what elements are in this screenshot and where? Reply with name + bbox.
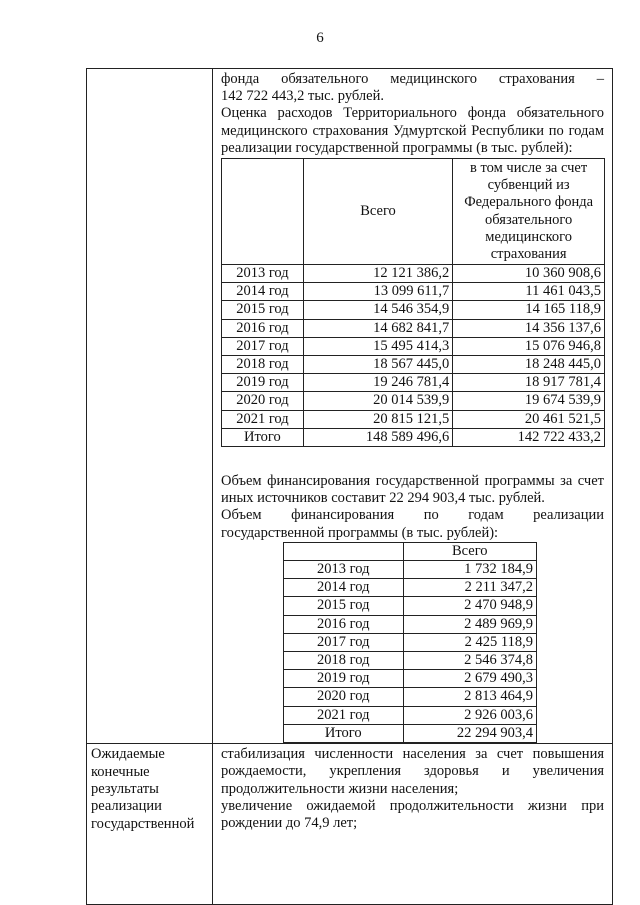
other-row bbox=[284, 652, 537, 670]
other-header-total: Всего bbox=[403, 542, 536, 560]
tfoms-cell-subvention: 14 165 118,9 bbox=[453, 301, 605, 319]
tfoms-row bbox=[222, 392, 605, 410]
results-label-line: результаты bbox=[91, 780, 159, 797]
tfoms-row bbox=[222, 265, 605, 283]
tfoms-expenses-table bbox=[221, 158, 605, 447]
other-cell-year: 2017 год bbox=[284, 633, 404, 651]
other-cell-total: 2 926 003,6 bbox=[403, 706, 536, 724]
other-row bbox=[284, 633, 537, 651]
other-cell-total: 22 294 903,4 bbox=[403, 724, 536, 742]
results-row bbox=[87, 744, 613, 905]
tfoms-row bbox=[222, 283, 605, 301]
other-cell-year: 2018 год bbox=[284, 652, 404, 670]
other-cell-year: 2019 год bbox=[284, 670, 404, 688]
tfoms-cell-year: 2014 год bbox=[222, 283, 304, 301]
tfoms-cell-total: 14 682 841,7 bbox=[303, 319, 452, 337]
tfoms-cell-total: 20 815 121,5 bbox=[303, 410, 452, 428]
other-cell-total: 2 546 374,8 bbox=[403, 652, 536, 670]
result-item-1: стабилизация численности населения за счет повышения рождаемости, укрепления здоровья и увеличения продолжительности жизни населения; bbox=[221, 746, 604, 797]
other-cell-total: 1 732 184,9 bbox=[403, 561, 536, 579]
tfoms-cell-subvention: 15 076 946,8 bbox=[453, 337, 605, 355]
tfoms-cell-year: 2016 год bbox=[222, 319, 304, 337]
other-row bbox=[284, 670, 537, 688]
other-cell-year: 2015 год bbox=[284, 597, 404, 615]
tfoms-cell-subvention: 19 674 539,9 bbox=[453, 392, 605, 410]
tfoms-row bbox=[222, 410, 605, 428]
tfoms-header-subvention: в том числе за счет субвенций из Федерального фонда обязательного медицинского страхования bbox=[453, 159, 605, 265]
tfoms-cell-subvention: 18 248 445,0 bbox=[453, 356, 605, 374]
tfoms-cell-subvention: 18 917 781,4 bbox=[453, 374, 605, 392]
tfoms-cell-subvention: 142 722 433,2 bbox=[453, 428, 605, 446]
other-row bbox=[284, 561, 537, 579]
results-label-line: Ожидаемые bbox=[91, 746, 165, 763]
tfoms-row bbox=[222, 428, 605, 446]
results-label-line: конечные bbox=[91, 763, 150, 780]
other-cell-year: 2020 год bbox=[284, 688, 404, 706]
tfoms-row bbox=[222, 356, 605, 374]
other-sources-para1: Объем финансирования государственной программы за счет иных источников составит 22 294 903,4 тыс. рублей. bbox=[221, 473, 604, 507]
tfoms-cell-year: 2017 год bbox=[222, 337, 304, 355]
other-row bbox=[284, 615, 537, 633]
other-cell-total: 2 211 347,2 bbox=[403, 579, 536, 597]
tfoms-cell-year: 2013 год bbox=[222, 265, 304, 283]
other-row bbox=[284, 724, 537, 742]
tfoms-cell-year: Итого bbox=[222, 428, 304, 446]
other-cell-year: 2013 год bbox=[284, 561, 404, 579]
tfoms-cell-total: 20 014 539,9 bbox=[303, 392, 452, 410]
results-content-cell bbox=[213, 744, 613, 905]
other-cell-year: 2014 год bbox=[284, 579, 404, 597]
estimate-heading: Оценка расходов Территориального фонда обязательного медицинского страхования Удмуртской Республики по годам реализации государственной программы (в тыс. рублей): bbox=[221, 105, 604, 156]
tfoms-row bbox=[222, 319, 605, 337]
tfoms-cell-year: 2018 год bbox=[222, 356, 304, 374]
funding-row bbox=[87, 69, 613, 744]
result-item-2: увеличение ожидаемой продолжительности жизни при рождении до 74,9 лет; bbox=[221, 797, 604, 831]
other-row bbox=[284, 706, 537, 724]
other-sources-para2-line2: государственной программы (в тыс. рублей): bbox=[221, 524, 499, 541]
other-cell-year: 2016 год bbox=[284, 615, 404, 633]
tfoms-cell-subvention: 10 360 908,6 bbox=[453, 265, 605, 283]
other-cell-total: 2 425 118,9 bbox=[403, 633, 536, 651]
intro-line2: 142 722 443,2 тыс. рублей. bbox=[221, 88, 384, 105]
tfoms-cell-subvention: 20 461 521,5 bbox=[453, 410, 605, 428]
tfoms-cell-subvention: 11 461 043,5 bbox=[453, 283, 605, 301]
other-row bbox=[284, 579, 537, 597]
tfoms-cell-total: 13 099 611,7 bbox=[303, 283, 452, 301]
other-row bbox=[284, 688, 537, 706]
other-cell-total: 2 470 948,9 bbox=[403, 597, 536, 615]
tfoms-cell-year: 2019 год bbox=[222, 374, 304, 392]
tfoms-cell-total: 12 121 386,2 bbox=[303, 265, 452, 283]
tfoms-row bbox=[222, 301, 605, 319]
intro-line1: фонда обязательного медицинского страхования – bbox=[221, 71, 604, 87]
results-label-line: государственной bbox=[91, 815, 195, 832]
tfoms-cell-total: 148 589 496,6 bbox=[303, 428, 452, 446]
tfoms-cell-subvention: 14 356 137,6 bbox=[453, 319, 605, 337]
funding-row-content-cell bbox=[213, 69, 613, 744]
other-cell-total: 2 489 969,9 bbox=[403, 615, 536, 633]
tfoms-cell-total: 18 567 445,0 bbox=[303, 356, 452, 374]
results-label-line: реализации bbox=[91, 798, 162, 815]
other-cell-year: 2021 год bbox=[284, 706, 404, 724]
tfoms-cell-total: 19 246 781,4 bbox=[303, 374, 452, 392]
tfoms-cell-total: 14 546 354,9 bbox=[303, 301, 452, 319]
tfoms-cell-year: 2020 год bbox=[222, 392, 304, 410]
other-cell-year: Итого bbox=[284, 724, 404, 742]
tfoms-header-year bbox=[222, 159, 304, 265]
tfoms-header-total: Всего bbox=[303, 159, 452, 265]
other-cell-total: 2 813 464,9 bbox=[403, 688, 536, 706]
results-label-cell bbox=[87, 744, 213, 905]
tfoms-row bbox=[222, 337, 605, 355]
passport-table bbox=[86, 68, 613, 905]
other-sources-para2-line1: Объем финансирования по годам реализации bbox=[221, 507, 604, 524]
tfoms-cell-year: 2021 год bbox=[222, 410, 304, 428]
tfoms-cell-total: 15 495 414,3 bbox=[303, 337, 452, 355]
other-row bbox=[284, 597, 537, 615]
other-cell-total: 2 679 490,3 bbox=[403, 670, 536, 688]
tfoms-row bbox=[222, 374, 605, 392]
funding-row-label-cell bbox=[87, 69, 213, 744]
other-sources-table bbox=[283, 542, 537, 743]
page-number: 6 bbox=[316, 30, 324, 46]
tfoms-cell-year: 2015 год bbox=[222, 301, 304, 319]
other-header-year bbox=[284, 542, 404, 560]
